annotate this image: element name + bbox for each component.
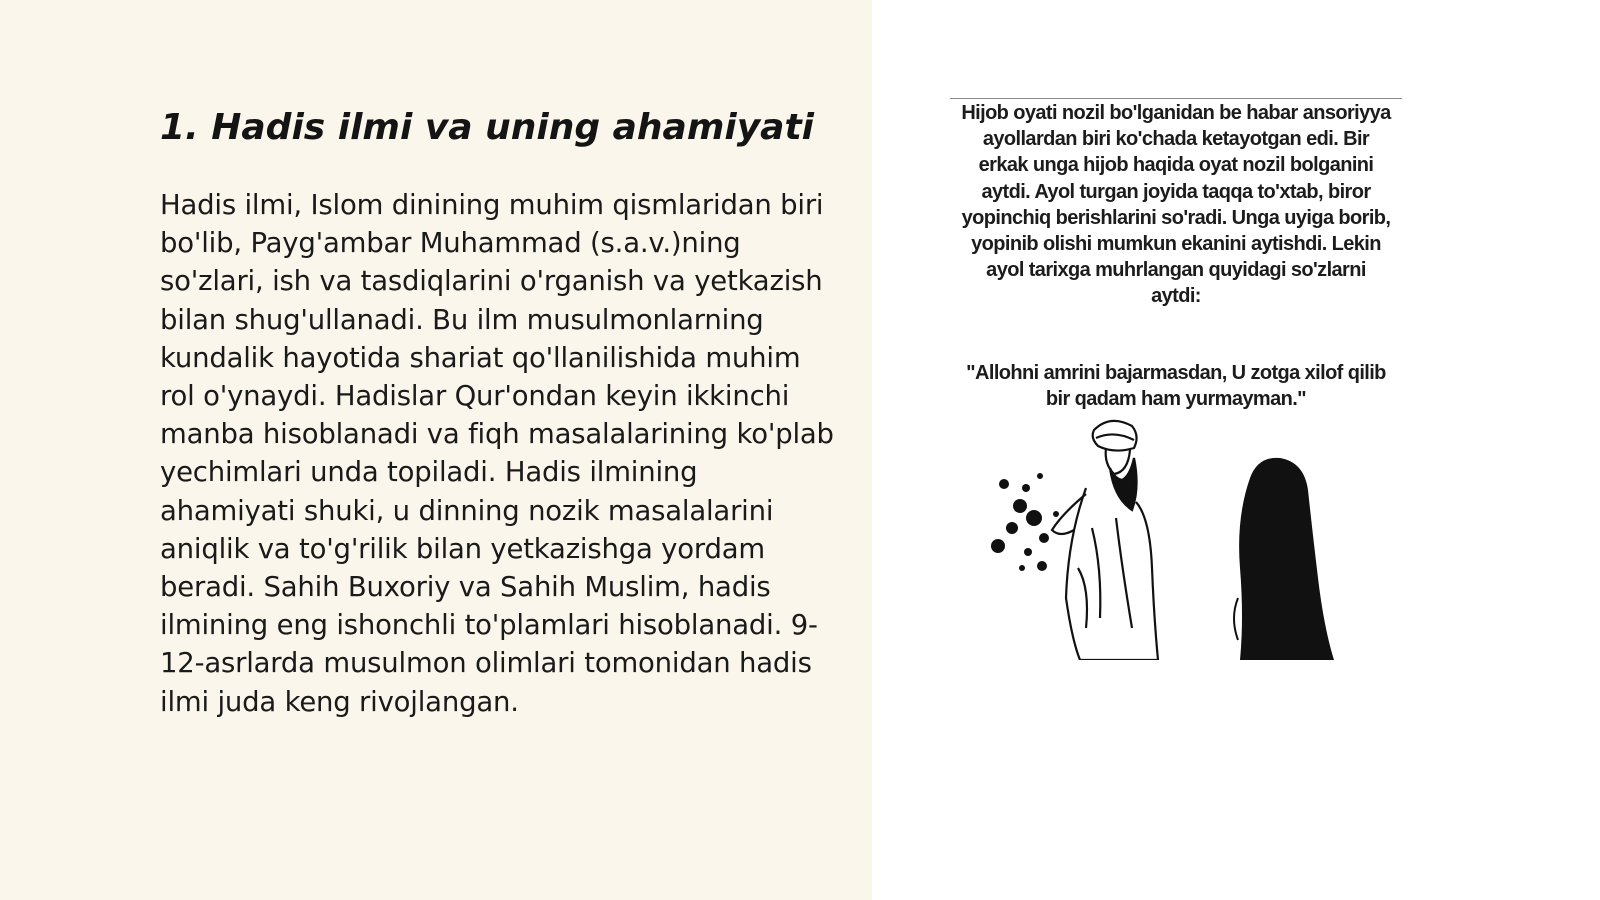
ink-dot [1013, 499, 1027, 513]
ink-dot [991, 539, 1005, 553]
ink-dot [1006, 522, 1018, 534]
picture-quote-text: "Allohni amrini bajarmasdan, U zotga xilof qilib bir qadam ham yurmayman." [966, 362, 1386, 411]
man-beard [1110, 458, 1137, 510]
woman-hand [1234, 598, 1238, 640]
story-picture [950, 98, 1402, 660]
ink-dot [1037, 561, 1047, 571]
slide-body-text: Hadis ilmi, Islom dinining muhim qismlaridan biri bo'lib, Payg'ambar Muhammad (s.a.v.)ning so'zlari, ish va tasdiqlarini o'rganish va yetkazish bilan shug'ullanadi. Bu ilm musulmonlarning kundalik hayotida shariat qo'llanilishida muhim rol o'ynaydi. Hadislar Qur'ondan keyin ikkinchi manba hisoblanadi va fiqh masalalarining ko'plab yechimlari unda topiladi. Hadis ilmining ahamiyati shuki, u dinning nozik masalalarini aniqlik va to'g'rilik bilan yetkazishga yordam beradi. Sahih Buxoriy va Sahih Muslim, hadis ilmining eng ishonchli to'plamlari hisoblanadi. 9-12-asrlarda musulmon olimlari tomonidan hadis ilmi juda keng rivojlangan. [160, 189, 834, 718]
ink-dot [1022, 484, 1030, 492]
man-body [1066, 488, 1158, 660]
ink-dot [1037, 473, 1043, 479]
ink-dot [1026, 510, 1042, 526]
picture-story-text: Hijob oyati nozil bo'lganidan be habar ansoriyya ayollardan biri ko'chada ketayotgan edi. Bir erkak unga hijob haqida oyat nozil bolganini aytdi. Ayol turgan joyida taqqa to'xtab, biror yopinchiq berishlarini so'radi. Unga uyiga borib, yopinib olishi mumkun ekanini aytishdi. Lekin ayol tarixga muhrlangan quyidagi so'zlarni aytdi: [961, 102, 1391, 308]
ink-dot [999, 479, 1009, 489]
woman-veil [1239, 458, 1334, 660]
man-robe-detail [1078, 568, 1087, 628]
ink-splatter [991, 473, 1059, 571]
ink-dot [1053, 511, 1059, 517]
slide-title: 1. Hadis ilmi va uning ahamiyati [160, 107, 815, 148]
man-and-veiled-woman-illustration [982, 418, 1382, 660]
man-robe-detail [1092, 528, 1100, 618]
man-figure [1052, 421, 1158, 660]
ink-dot [1024, 548, 1032, 556]
picture-top-rule [950, 98, 1402, 99]
ink-dot [1019, 565, 1025, 571]
man-robe-detail [1116, 518, 1132, 628]
ink-dot [1039, 533, 1049, 543]
woman-figure [1234, 458, 1334, 660]
